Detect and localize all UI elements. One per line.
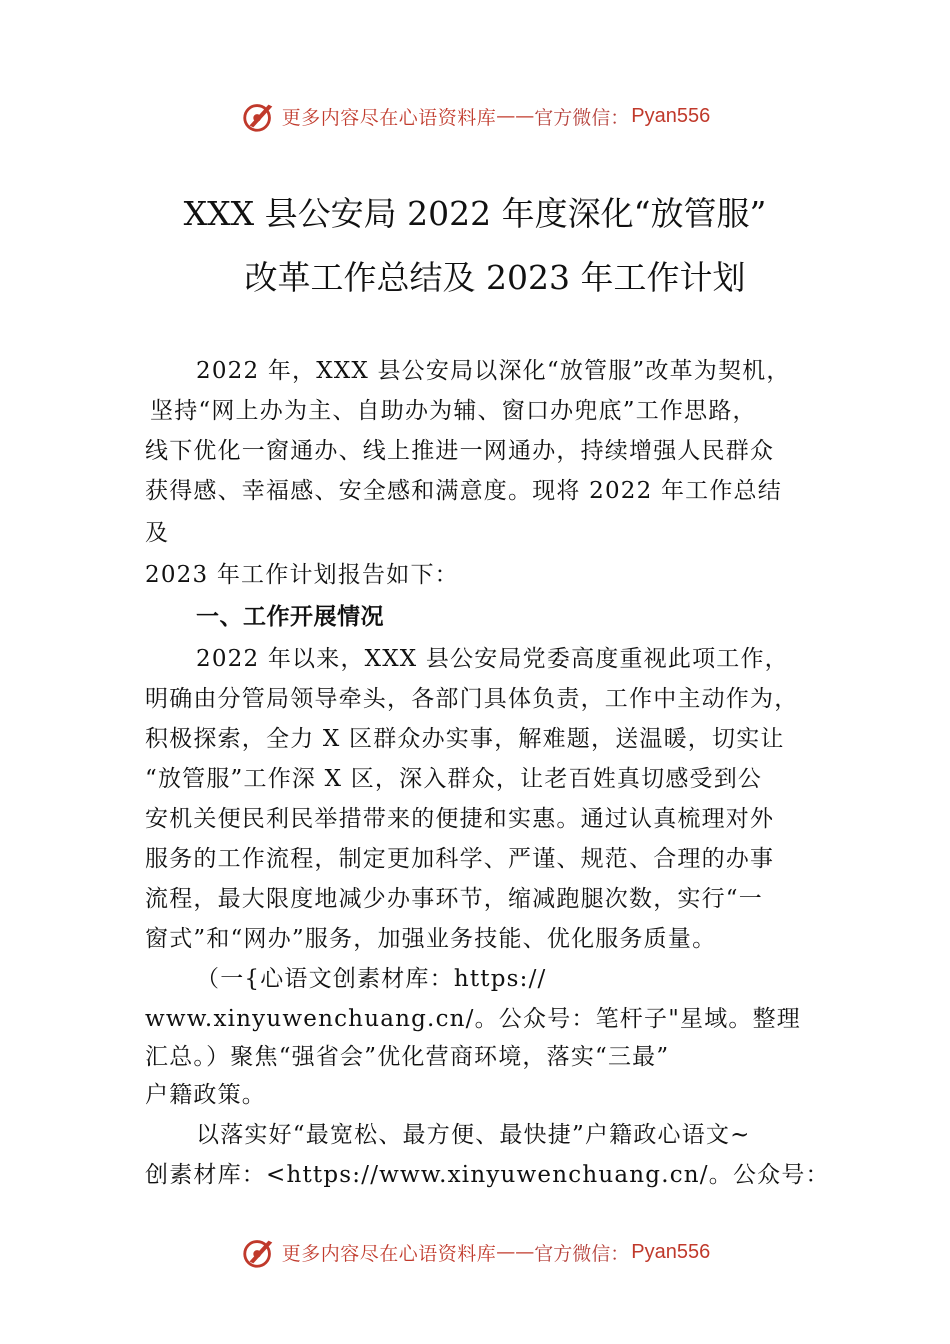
banner-separator: —— bbox=[496, 1241, 535, 1263]
body-line: “放管服”工作深 X 区，深入群众，让老百姓真切感受到公 bbox=[145, 766, 763, 792]
body-line: www.xinyuwenchuang.cn/。公众号：笔杆子"星域。整理 bbox=[145, 1006, 801, 1032]
body-line: 2022 年以来，XXX 县公安局党委高度重视此项工作， bbox=[196, 646, 789, 672]
body-line: 2023 年工作计划报告如下： bbox=[145, 562, 459, 588]
body-line: 服务的工作流程，制定更加科学、严谨、规范、合理的办事 bbox=[145, 846, 775, 872]
document-title-line-1: XXX 县公安局 2022 年度深化“放管服” bbox=[183, 194, 767, 233]
body-line: （一{心语文创素材库：https:// bbox=[196, 966, 547, 992]
body-line: 线下优化一窗通办、线上推进一网通办，持续增强人民群众 bbox=[145, 438, 775, 464]
body-line: 汇总。）聚焦“强省会”优化营商环境，落实“三最” bbox=[145, 1044, 670, 1070]
footer-banner bbox=[0, 1230, 950, 1274]
body-line: 流程，最大限度地减少办事环节，缩减跑腿次数，实行“一 bbox=[145, 886, 763, 912]
body-line: 户籍政策。 bbox=[145, 1082, 266, 1108]
body-line: 安机关便民利民举措带来的便捷和实惠。通过认真梳理对外 bbox=[145, 806, 775, 832]
body-line: 创素材库：<https://www.xinyuwenchuang.cn/。公众号： bbox=[145, 1162, 830, 1188]
body-line: 积极探索，全力 X 区群众办实事，解难题，送温暖，切实让 bbox=[145, 726, 785, 752]
body-line: 及 bbox=[145, 520, 170, 546]
section-heading: 一、工作开展情况 bbox=[196, 604, 384, 630]
banner-wechat-id: Pyan556 bbox=[631, 104, 711, 127]
banner-text: 更多内容尽在心语资料库 bbox=[281, 106, 497, 129]
body-line: 坚持“网上办为主、自助办为辅、窗口办兜底”工作思路， bbox=[150, 398, 757, 424]
pen-logo-icon bbox=[240, 1233, 278, 1271]
body-line: 2022 年，XXX 县公安局以深化“放管服”改革为契机， bbox=[196, 358, 791, 384]
body-line: 获得感、幸福感、安全感和满意度。现将 2022 年工作总结 bbox=[145, 478, 782, 504]
header-banner bbox=[0, 94, 950, 138]
banner-separator: —— bbox=[496, 105, 535, 127]
banner-text: 更多内容尽在心语资料库 bbox=[281, 1242, 497, 1265]
document-title-line-2: 改革工作总结及 2023 年工作计划 bbox=[244, 258, 746, 297]
body-line: 明确由分管局领导牵头，各部门具体负责，工作中主动作为， bbox=[145, 686, 799, 712]
body-line: 以落实好“最宽松、最方便、最快捷”户籍政心语文~ bbox=[196, 1122, 751, 1148]
banner-wechat-label: 官方微信： bbox=[534, 1242, 630, 1265]
banner-wechat-label: 官方微信： bbox=[534, 106, 630, 129]
body-line: 窗式”和“网办”服务，加强业务技能、优化服务质量。 bbox=[145, 926, 717, 952]
pen-logo-icon bbox=[240, 97, 278, 135]
banner-wechat-id: Pyan556 bbox=[631, 1240, 711, 1263]
